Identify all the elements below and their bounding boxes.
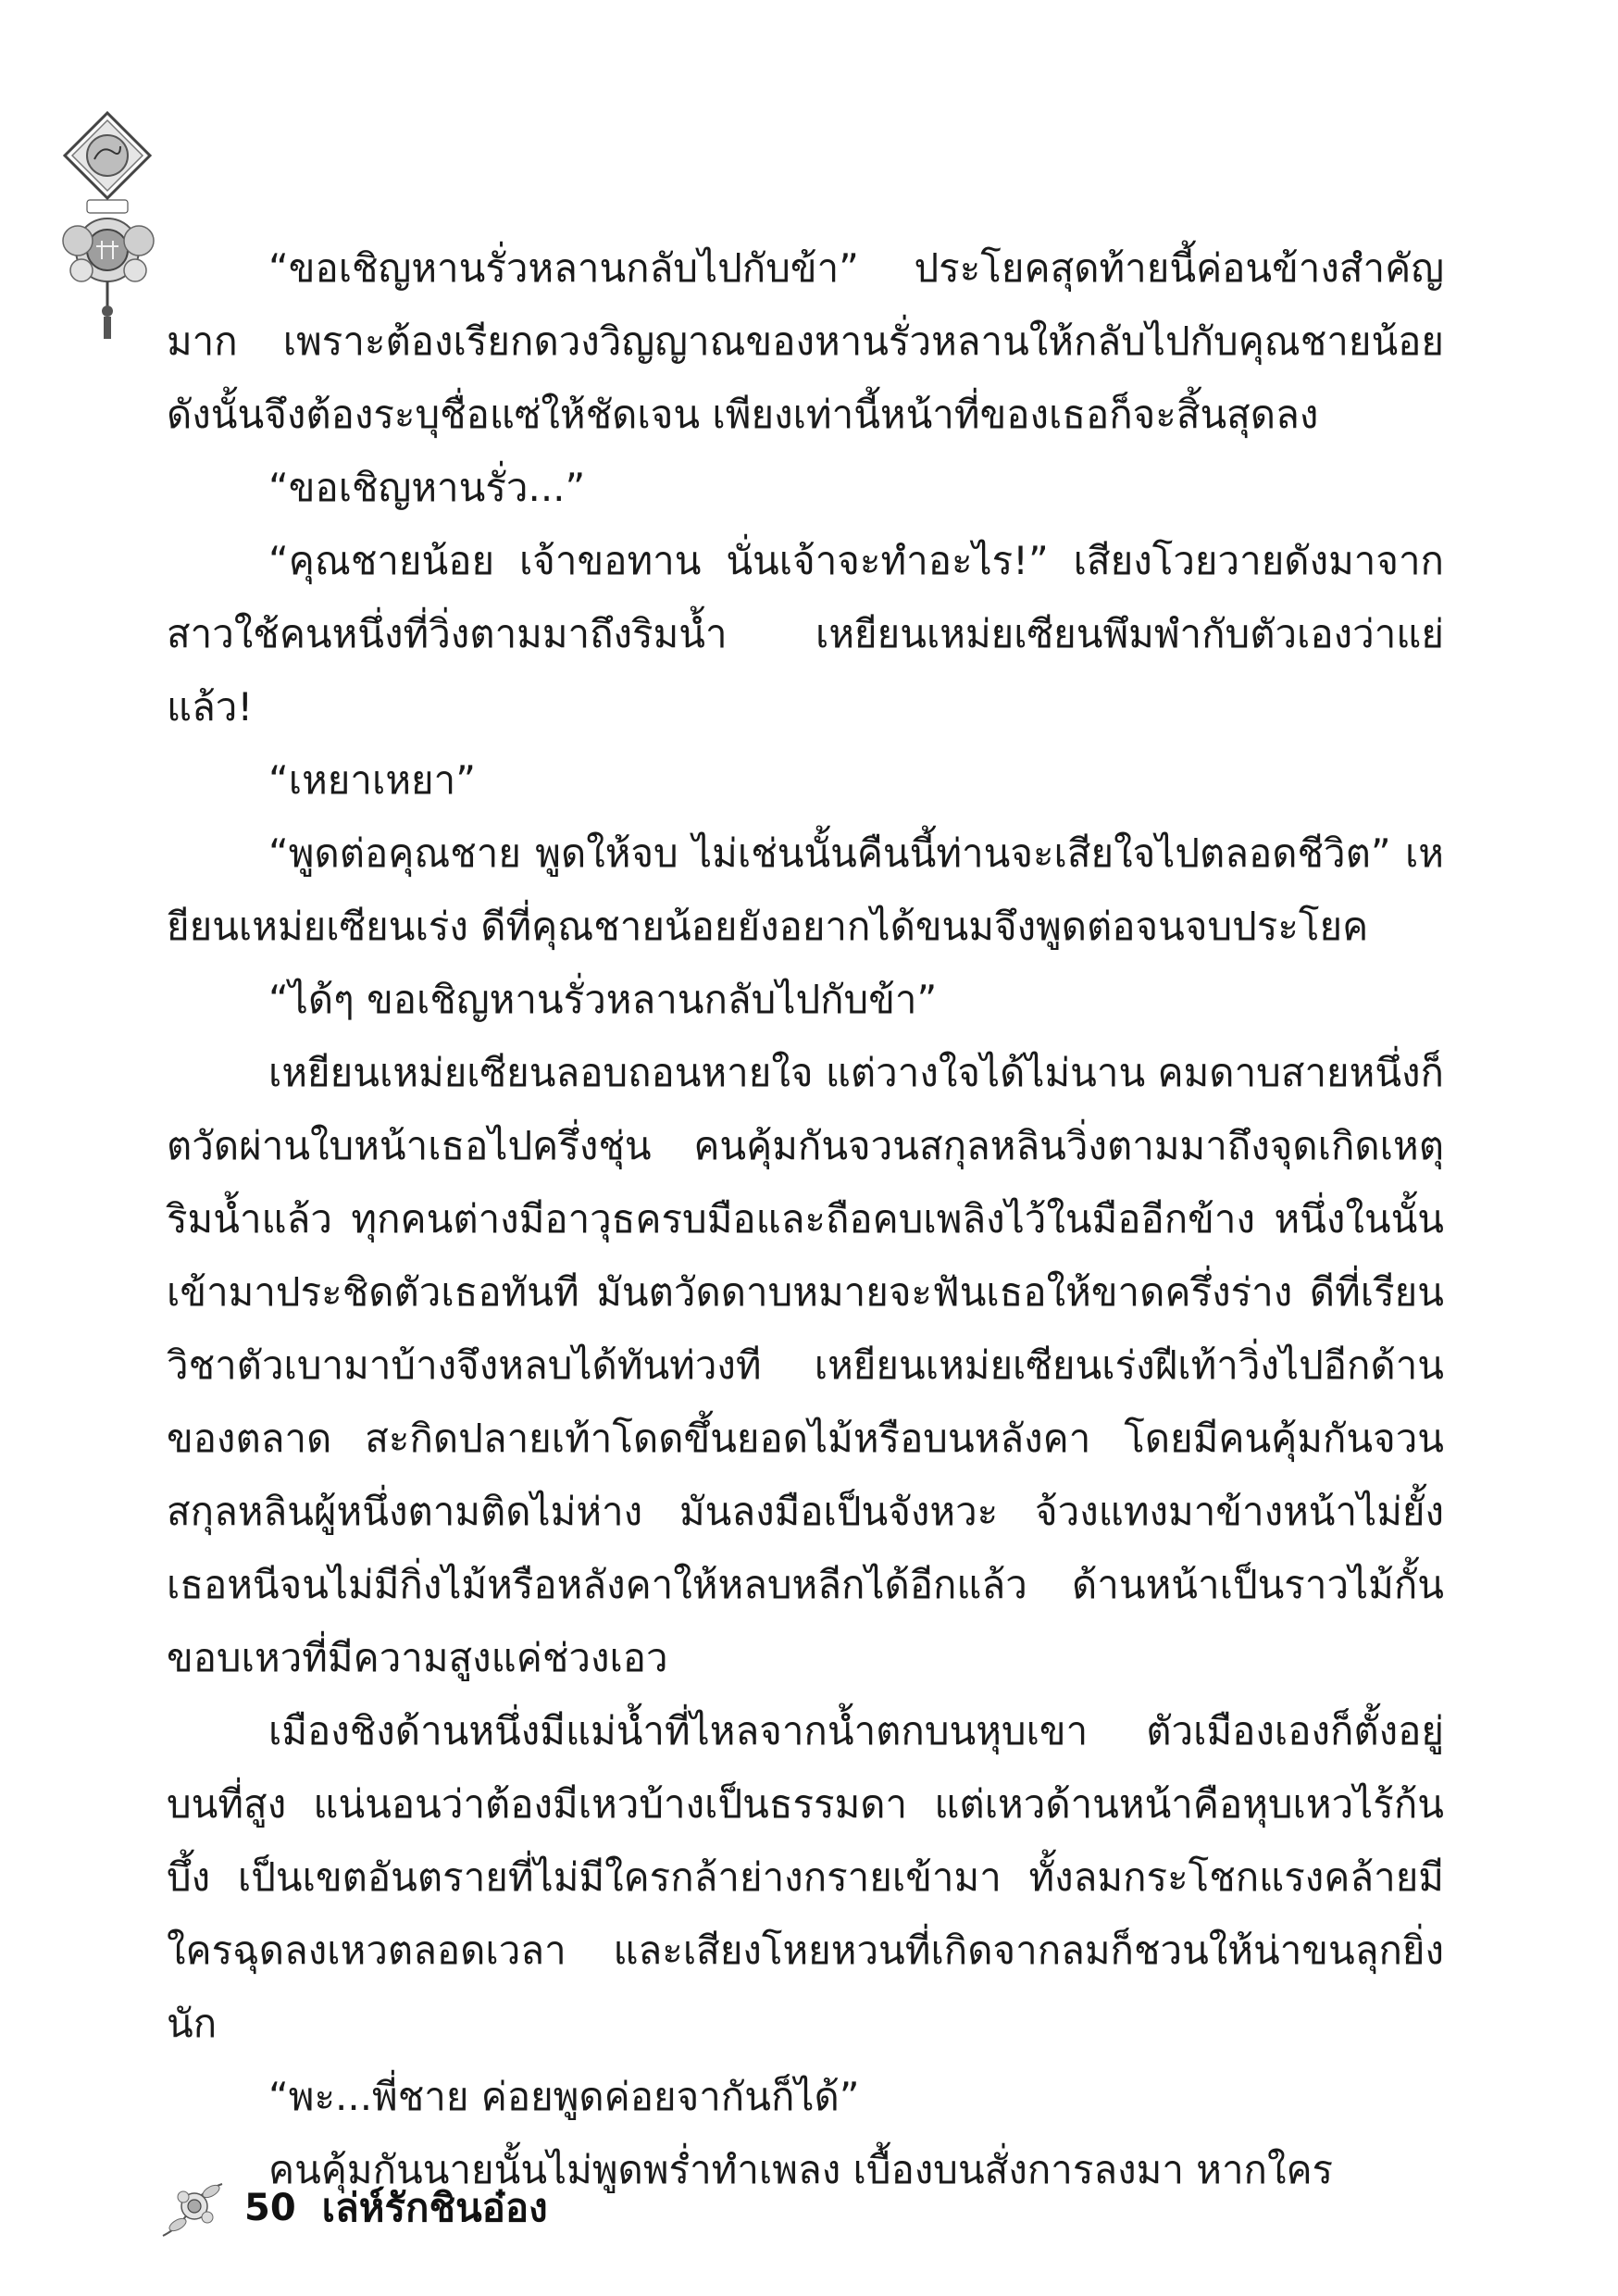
page-footer: [157, 2166, 805, 2250]
book-title: เล่ห์รักชินอ๋อง: [321, 2185, 548, 2230]
paragraph: เหยียนเหม่ยเซียนลอบถอนหายใจ แต่วางใจได้ไม่นาน คมดาบสายหนึ่งก็ตวัดผ่านใบหน้าเธอไปครึ่งชุ่น คนคุ้มกันจวนสกุลหลินวิ่งตามมาถึงจุดเกิดเหตุริมน้ำแล้ว ทุกคนต่างมีอาวุธครบมือและถือคบเพลิงไว้ในมืออีกข้าง หนึ่งในนั้นเข้ามาประชิดตัวเธอทันที มันตวัดดาบหมายจะฟันเธอให้ขาดครึ่งร่าง ดีที่เรียนวิชาตัวเบามาบ้างจึงหลบได้ทันท่วงที เหยียนเหม่ยเซียนเร่งฝีเท้าวิ่งไปอีกด้านของตลาด สะกิดปลายเท้าโดดขึ้นยอดไม้หรือบนหลังคา โดยมีคนคุ้มกันจวนสกุลหลินผู้หนึ่งตามติดไม่ห่าง มันลงมือเป็นจังหวะ จ้วงแทงมาข้างหน้าไม่ยั้ง เธอหนีจนไม่มีกิ่งไม้หรือหลังคาให้หลบหลีกได้อีกแล้ว ด้านหน้าเป็นราวไม้กั้นขอบเหวที่มีความสูงแค่ช่วงเอว: [167, 1050, 1444, 1680]
page-number: 50: [244, 2187, 296, 2229]
paragraph: “ขอเชิญหานรั่วหลานกลับไปกับข้า” ประโยคสุดท้ายนี้ค่อนข้างสำคัญมาก เพราะต้องเรียกดวงวิญญาณของหานรั่วหลานให้กลับไปกับคุณชายน้อย ดังนั้นจึงต้องระบุชื่อแซ่ให้ชัดเจน เพียงเท่านี้หน้าที่ของเธอก็จะสิ้นสุดลง: [167, 245, 1444, 437]
paragraph: “พูดต่อคุณชาย พูดให้จบ ไม่เช่นนั้นคืนนี้ท่านจะเสียใจไปตลอดชีวิต” เหยียนเหม่ยเซียนเร่ง ดีที่คุณชายน้อยยังอยากได้ขนมจึงพูดต่อจนจบประโยค: [167, 830, 1444, 949]
body-text: [167, 231, 1444, 2206]
flower-icon: [157, 2171, 231, 2245]
paragraph: คนคุ้มกันนายนั้นไม่พูดพร่ำทำเพลง เบื้องบนสั่งการลงมา หากใคร: [268, 2147, 1334, 2192]
paragraph: “พะ...พี่ชาย ค่อยพูดค่อยจากันก็ได้”: [268, 2074, 860, 2119]
paragraph: เมืองชิงด้านหนึ่งมีแม่น้ำที่ไหลจากน้ำตกบนหุบเขา ตัวเมืองเองก็ตั้งอยู่บนที่สูง แน่นอนว่าต้องมีเหวบ้างเป็นธรรมดา แต่เหวด้านหน้าคือหุบเหวไร้ก้นบึ้ง เป็นเขตอันตรายที่ไม่มีใครกล้าย่างกรายเข้ามา ทั้งลมกระโชกแรงคล้ายมีใครฉุดลงเหวตลอดเวลา และเสียงโหยหวนที่เกิดจากลมก็ชวนให้น่าขนลุกยิ่งนัก: [167, 1708, 1444, 2046]
chinese-ornament-icon: [54, 111, 161, 343]
paragraph: “ได้ๆ ขอเชิญหานรั่วหลานกลับไปกับข้า”: [268, 977, 938, 1022]
paragraph: “เหยาเหยา”: [268, 757, 476, 803]
paragraph: “ขอเชิญหานรั่ว...”: [268, 465, 586, 510]
paragraph: “คุณชายน้อย เจ้าขอทาน นั่นเจ้าจะทำอะไร!” เสียงโวยวายดังมาจากสาวใช้คนหนึ่งที่วิ่งตามมาถึงริมน้ำ เหยียนเหม่ยเซียนพึมพำกับตัวเองว่าแย่แล้ว!: [167, 538, 1444, 730]
